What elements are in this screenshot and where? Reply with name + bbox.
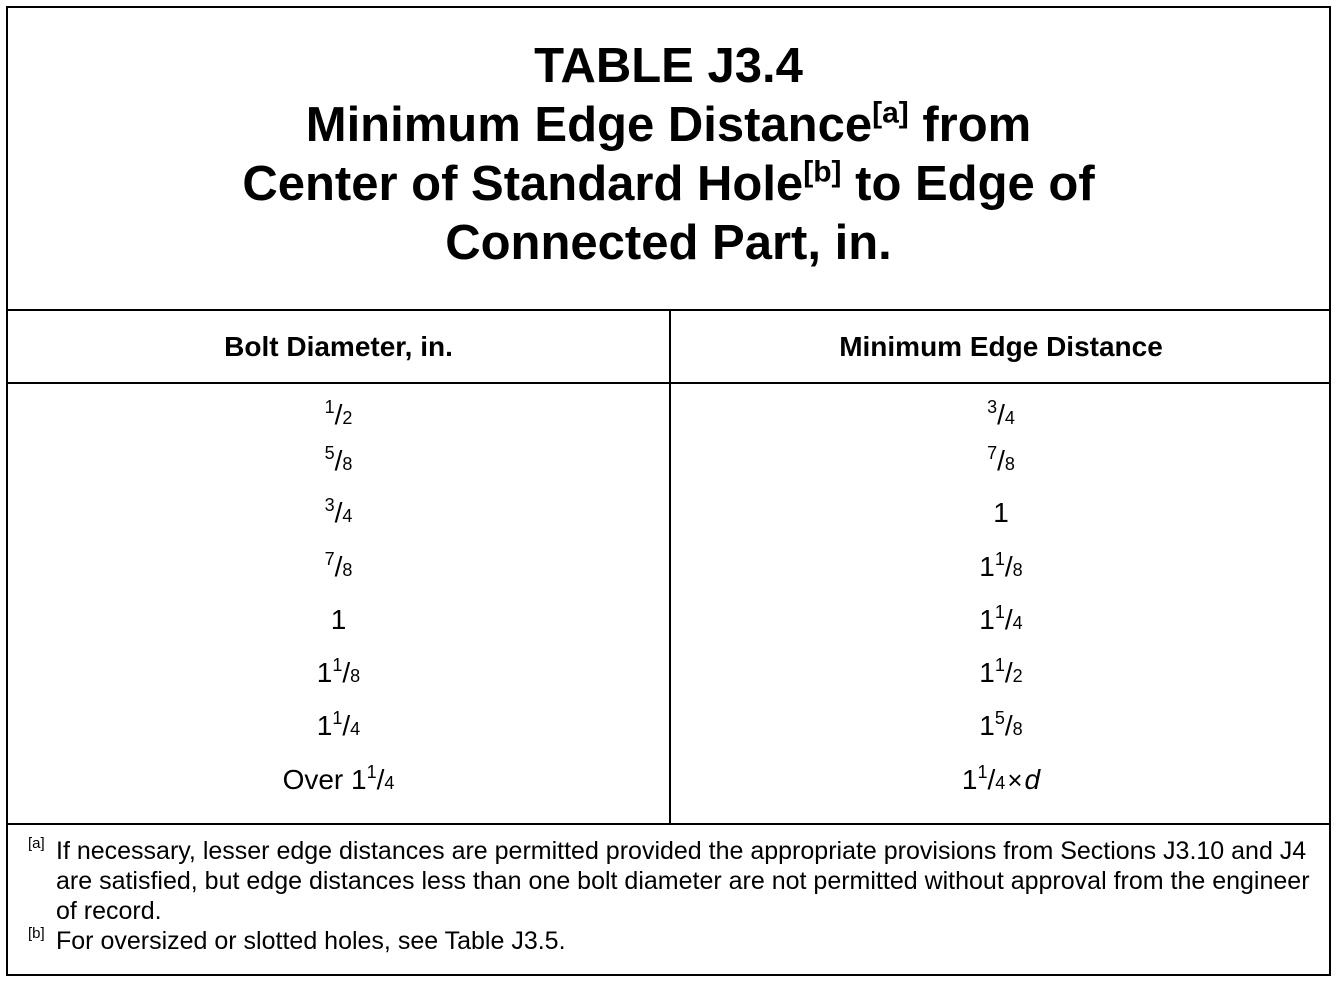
bolt-diameter-cell	[8, 398, 669, 435]
table-body	[8, 384, 1329, 825]
min-edge-distance-cell	[671, 656, 1331, 693]
value-denominator: 2	[1012, 666, 1023, 686]
fraction-slash: /	[1004, 657, 1013, 688]
min-edge-distance-value	[979, 548, 1023, 582]
min-edge-distance-value	[961, 761, 1041, 795]
table-frame	[6, 6, 1331, 976]
value-denominator: 2	[342, 408, 353, 428]
fraction-slash: /	[342, 710, 351, 741]
bolt-diameter-value	[324, 548, 353, 582]
bolt-diameter-cell	[8, 763, 669, 800]
fraction-slash: /	[1004, 710, 1013, 741]
value-numerator: 1	[332, 707, 343, 728]
fraction-slash: /	[334, 399, 343, 430]
title-line-2-tail: from	[908, 97, 1032, 152]
value-numerator: 3	[324, 494, 335, 515]
fraction-slash: /	[334, 445, 343, 476]
value-numerator: 5	[994, 707, 1005, 728]
footnote-text: If necessary, lesser edge distances are permitted provided the appropriate provisions from Sections J3.10 and J4 are satisfied, but edge distances less than one bolt diameter are not permitted without approval from the engineer of record.	[56, 837, 1310, 925]
value-denominator: 8	[1012, 560, 1023, 580]
bolt-diameter-value	[324, 494, 353, 528]
title-line-2	[306, 96, 1032, 155]
bolt-diameter-value	[316, 707, 361, 741]
fraction-slash: /	[376, 764, 385, 795]
value-numerator: 1	[332, 654, 343, 675]
bolt-diameter-cell	[8, 709, 669, 746]
title-line-3-text: Center of Standard Hole	[242, 156, 804, 211]
fraction-slash: /	[997, 445, 1005, 476]
bolt-diameter-cell	[8, 550, 669, 587]
bolt-diameter-value	[316, 654, 361, 688]
fraction-slash: /	[334, 497, 343, 528]
min-edge-distance-cell	[671, 709, 1331, 746]
footnote-text: For oversized or slotted holes, see Table J3.5.	[56, 927, 566, 955]
value-numerator: 5	[324, 442, 335, 463]
value-whole: 1	[979, 551, 995, 582]
value-denominator: 4	[1012, 613, 1023, 633]
fraction-slash: /	[997, 399, 1005, 430]
value-numerator: 3	[987, 396, 998, 417]
bolt-diameter-value	[282, 761, 395, 795]
value-denominator: 8	[1012, 719, 1023, 739]
value-denominator: 8	[350, 666, 361, 686]
min-edge-distance-value	[979, 601, 1023, 635]
min-edge-distance-value	[987, 442, 1015, 476]
value-denominator: 4	[1004, 408, 1015, 428]
min-edge-distance-cell	[671, 496, 1331, 530]
bolt-diameter-cell	[8, 656, 669, 693]
value-denominator: 4	[384, 773, 395, 793]
min-edge-distance-cell	[671, 550, 1331, 587]
fraction-slash: /	[987, 764, 996, 795]
min-edge-distance-value	[987, 396, 1015, 430]
title-line-4	[445, 214, 892, 273]
value-whole: 1	[979, 710, 995, 741]
value-whole: 1	[993, 497, 1009, 528]
footnote-mark: [a]	[28, 835, 45, 852]
value-numerator: 1	[994, 548, 1005, 569]
value-prefix: Over	[282, 764, 352, 795]
bolt-diameter-cell	[8, 444, 669, 481]
value-numerator: 1	[994, 601, 1005, 622]
table-title	[8, 8, 1329, 311]
value-denominator: 4	[342, 506, 353, 526]
value-denominator: 8	[342, 560, 353, 580]
footnote	[28, 836, 1318, 926]
value-numerator: 1	[366, 761, 377, 782]
value-denominator: 8	[1004, 454, 1015, 474]
title-line-1-text: TABLE J3.4	[534, 38, 803, 93]
min-edge-distance-cell	[671, 603, 1331, 640]
title-line-1	[534, 37, 803, 96]
variable-d: d	[1024, 764, 1041, 795]
value-numerator: 1	[994, 654, 1005, 675]
value-numerator: 1	[324, 396, 335, 417]
footnote-ref-b: [b]	[803, 154, 842, 188]
column-header-min-edge-distance: Minimum Edge Distance	[839, 330, 1163, 362]
min-edge-distance-value	[993, 497, 1009, 528]
multiply-sign: ×	[1007, 765, 1023, 795]
value-denominator: 4	[350, 719, 361, 739]
footnote-mark: [b]	[28, 925, 45, 942]
bolt-diameter-cell	[8, 496, 669, 533]
footnote-ref-a: [a]	[872, 95, 909, 129]
fraction-slash: /	[342, 657, 351, 688]
footnote	[28, 926, 1318, 956]
fraction-slash: /	[1004, 551, 1013, 582]
value-numerator: 1	[977, 761, 988, 782]
min-edge-distance-cell	[671, 398, 1331, 435]
fraction-slash: /	[1004, 604, 1013, 635]
bolt-diameter-value	[324, 396, 353, 430]
value-whole: 1	[961, 764, 978, 795]
bolt-diameter-value	[331, 604, 347, 635]
bolt-diameter-cell	[8, 603, 669, 637]
value-numerator: 7	[987, 442, 998, 463]
column-header-bolt-diameter: Bolt Diameter, in.	[224, 330, 453, 362]
value-whole: 1	[316, 657, 333, 688]
footnotes	[28, 836, 1318, 956]
min-edge-distance-cell	[671, 763, 1331, 800]
title-line-4-text: Connected Part, in.	[445, 215, 892, 270]
min-edge-distance-value	[979, 654, 1023, 688]
title-line-3	[242, 155, 1094, 214]
min-edge-distance-value	[979, 707, 1023, 741]
value-denominator: 4	[995, 773, 1006, 793]
value-numerator: 7	[324, 548, 335, 569]
value-denominator: 8	[342, 454, 353, 474]
title-line-3-tail: to Edge of	[841, 156, 1095, 211]
value-whole: 1	[979, 604, 995, 635]
min-edge-distance-cell	[671, 444, 1331, 481]
value-whole: 1	[316, 710, 333, 741]
value-whole: 1	[330, 604, 347, 635]
title-line-2-text: Minimum Edge Distance	[305, 97, 873, 152]
value-whole: 1	[351, 764, 367, 795]
bolt-diameter-value	[324, 442, 353, 476]
fraction-slash: /	[334, 551, 343, 582]
value-whole: 1	[979, 657, 995, 688]
